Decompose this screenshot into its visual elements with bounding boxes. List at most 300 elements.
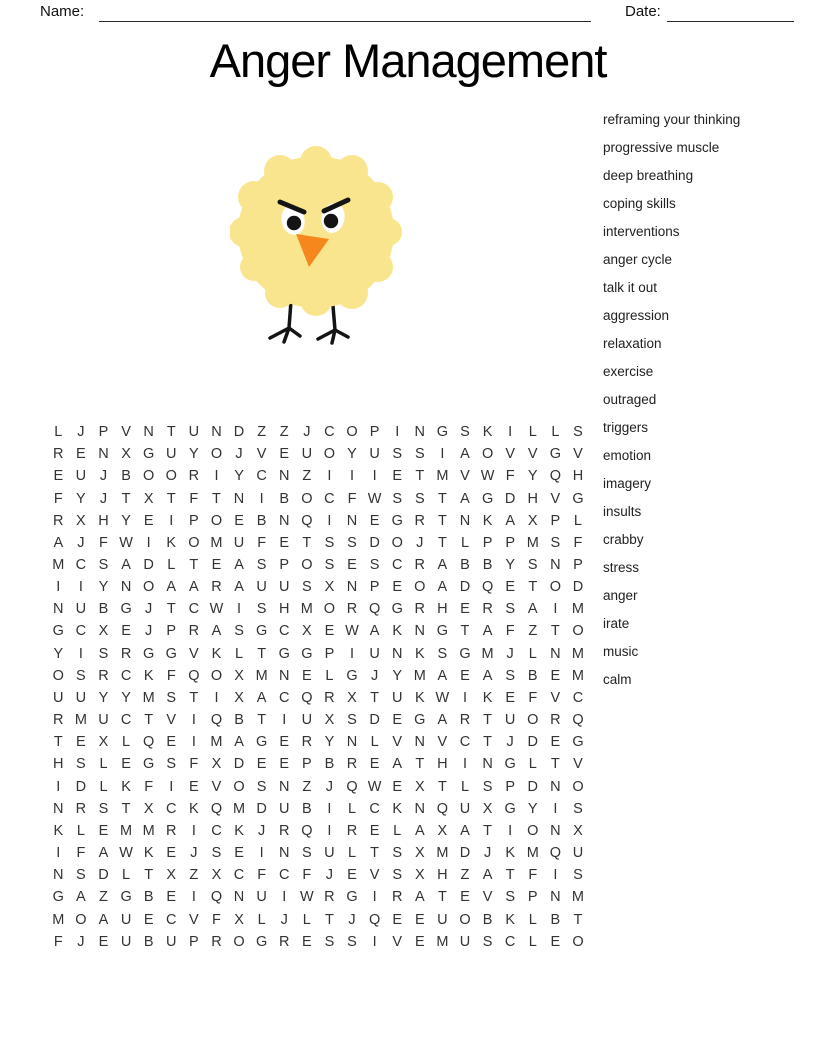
word-list-item: coping skills xyxy=(603,196,676,211)
name-field-line xyxy=(99,4,591,22)
grid-letter: T xyxy=(257,712,267,729)
grid-letter: T xyxy=(550,623,560,640)
grid-letter: P xyxy=(573,557,583,574)
grid-letter: E xyxy=(505,689,515,706)
grid-letter: O xyxy=(210,512,223,529)
grid-letter: I xyxy=(214,689,219,706)
grid-letter: G xyxy=(143,645,155,662)
grid-letter: I xyxy=(191,889,196,906)
grid-letter: M xyxy=(52,911,65,928)
grid-letter: L xyxy=(551,424,560,441)
grid-letter: R xyxy=(188,468,200,485)
grid-letter: C xyxy=(75,623,87,640)
grid-letter: X xyxy=(414,778,425,795)
grid-letter: L xyxy=(528,756,537,773)
grid-letter: S xyxy=(347,712,357,729)
grid-letter: J xyxy=(325,778,334,795)
grid-letter: L xyxy=(99,756,108,773)
grid-letter: Y xyxy=(189,446,199,463)
grid-letter: T xyxy=(437,490,447,507)
grid-letter: O xyxy=(346,424,358,441)
grid-letter: O xyxy=(527,712,539,729)
grid-letter: U xyxy=(75,689,87,706)
grid-letter: S xyxy=(76,867,86,884)
chick-left-pupil xyxy=(287,216,301,230)
grid-letter: R xyxy=(166,822,177,839)
grid-letter: Y xyxy=(234,468,244,485)
grid-letter: G xyxy=(52,889,64,906)
grid-letter: B xyxy=(98,601,109,618)
grid-letter: F xyxy=(53,933,63,950)
grid-letter: O xyxy=(527,822,539,839)
grid-letter: Y xyxy=(505,557,515,574)
grid-letter: A xyxy=(482,623,493,640)
grid-letter: A xyxy=(482,867,493,884)
grid-letter: T xyxy=(166,424,176,441)
grid-letter: N xyxy=(550,822,561,839)
grid-letter: V xyxy=(573,446,583,463)
grid-letter: J xyxy=(99,490,108,507)
grid-letter: P xyxy=(189,933,199,950)
grid-letter: I xyxy=(372,468,377,485)
word-list-item: progressive muscle xyxy=(603,140,720,155)
grid-letter: W xyxy=(119,845,133,862)
grid-letter: J xyxy=(416,534,424,551)
grid-letter: L xyxy=(528,933,537,950)
grid-letter: A xyxy=(234,579,244,596)
grid-letter: I xyxy=(553,601,558,618)
grid-letter: K xyxy=(482,689,493,706)
grid-letter: I xyxy=(462,689,467,706)
grid-letter: T xyxy=(437,534,447,551)
grid-letter: N xyxy=(53,601,64,618)
grid-letter: Q xyxy=(143,734,155,751)
grid-letter: E xyxy=(256,756,267,773)
grid-letter: M xyxy=(120,822,133,839)
grid-letter: L xyxy=(235,645,244,662)
grid-letter: I xyxy=(327,468,332,485)
grid-letter: J xyxy=(77,534,85,551)
grid-letter: E xyxy=(505,579,515,596)
grid-letter: P xyxy=(505,778,515,795)
grid-letter: M xyxy=(210,534,223,551)
grid-letter: A xyxy=(98,911,109,928)
grid-letter: Q xyxy=(188,667,200,684)
grid-letter: P xyxy=(527,889,538,906)
grid-letter: E xyxy=(460,667,470,684)
grid-letter: I xyxy=(56,579,61,596)
grid-letter: E xyxy=(392,712,403,729)
grid-letter: C xyxy=(391,557,403,574)
grid-letter: U xyxy=(98,712,109,729)
grid-letter: P xyxy=(98,424,109,441)
grid-letter: B xyxy=(460,557,470,574)
grid-letter: O xyxy=(143,468,155,485)
grid-letter: O xyxy=(52,667,64,684)
grid-letter: J xyxy=(325,867,334,884)
grid-letter: V xyxy=(527,446,538,463)
grid-letter: C xyxy=(75,557,87,574)
grid-letter: N xyxy=(414,623,426,640)
grid-letter: N xyxy=(550,645,561,662)
word-list-item: calm xyxy=(603,672,632,687)
grid-letter: N xyxy=(550,889,561,906)
grid-letter: I xyxy=(237,601,242,618)
grid-letter: F xyxy=(505,468,515,485)
grid-letter: J xyxy=(506,645,514,662)
grid-letter: C xyxy=(369,800,380,817)
grid-letter: A xyxy=(189,579,199,596)
grid-letter: W xyxy=(119,534,133,551)
grid-letter: S xyxy=(460,424,470,441)
grid-letter: E xyxy=(143,512,154,529)
grid-letter: N xyxy=(346,579,358,596)
grid-letter: K xyxy=(166,534,177,551)
grid-letter: N xyxy=(278,778,290,795)
grid-letter: Q xyxy=(210,800,223,817)
grid-letter: W xyxy=(367,490,382,507)
grid-letter: V xyxy=(189,645,199,662)
grid-letter: R xyxy=(120,645,132,662)
grid-letter: J xyxy=(190,845,198,862)
grid-letter: O xyxy=(233,933,245,950)
grid-letter: K xyxy=(392,800,403,817)
grid-letter: O xyxy=(323,601,336,618)
grid-letter: N xyxy=(550,557,561,574)
word-list-item: talk it out xyxy=(603,280,658,295)
grid-letter: T xyxy=(144,867,154,884)
grid-letter: S xyxy=(482,778,493,795)
grid-letter: H xyxy=(98,512,109,529)
grid-letter: S xyxy=(76,756,86,773)
grid-letter: X xyxy=(301,623,312,640)
grid-letter: V xyxy=(369,867,380,884)
grid-letter: Z xyxy=(528,623,538,640)
grid-letter: M xyxy=(210,734,223,751)
grid-letter: L xyxy=(302,911,311,928)
grid-letter: I xyxy=(327,800,332,817)
grid-letter: F xyxy=(257,534,267,551)
grid-letter: T xyxy=(189,557,199,574)
grid-letter: N xyxy=(482,756,493,773)
grid-letter: J xyxy=(303,424,311,441)
grid-letter: I xyxy=(169,778,174,795)
grid-letter: U xyxy=(278,579,290,596)
grid-letter: A xyxy=(460,822,470,839)
grid-letter: G xyxy=(414,712,426,729)
grid-letter: U xyxy=(369,446,380,463)
grid-letter: O xyxy=(572,623,584,640)
grid-letter: I xyxy=(327,822,332,839)
grid-letter: Z xyxy=(257,424,267,441)
grid-letter: E xyxy=(166,734,177,751)
grid-letter: G xyxy=(504,800,516,817)
grid-letter: S xyxy=(166,689,177,706)
grid-letter: J xyxy=(280,911,288,928)
grid-letter: F xyxy=(189,756,199,773)
grid-letter: F xyxy=(76,845,86,862)
word-list-item: emotion xyxy=(603,448,652,463)
grid-letter: I xyxy=(191,734,196,751)
grid-letter: R xyxy=(53,512,64,529)
grid-letter: C xyxy=(278,623,290,640)
grid-letter: P xyxy=(279,557,290,574)
grid-letter: T xyxy=(460,623,470,640)
grid-letter: E xyxy=(301,667,312,684)
grid-letter: K xyxy=(482,512,493,529)
grid-letter: O xyxy=(165,468,177,485)
grid-letter: N xyxy=(211,424,222,441)
grid-letter: P xyxy=(550,512,561,529)
grid-letter: I xyxy=(282,889,287,906)
date-label: Date: xyxy=(625,3,661,20)
grid-letter: I xyxy=(191,712,196,729)
grid-letter: T xyxy=(437,512,447,529)
date-field-line xyxy=(667,4,794,22)
grid-letter: E xyxy=(550,667,561,684)
grid-letter: S xyxy=(414,490,425,507)
grid-letter: V xyxy=(482,889,493,906)
grid-letter: T xyxy=(573,911,583,928)
grid-letter: C xyxy=(278,867,290,884)
grid-letter: Y xyxy=(324,734,335,751)
grid-letter: R xyxy=(301,734,313,751)
grid-letter: J xyxy=(370,667,379,684)
grid-letter: X xyxy=(234,911,244,928)
grid-letter: E xyxy=(121,756,131,773)
grid-letter: E xyxy=(392,911,403,928)
word-list-item: stress xyxy=(603,560,640,575)
grid-letter: R xyxy=(482,601,493,618)
grid-letter: O xyxy=(143,579,155,596)
grid-letter: S xyxy=(437,645,448,662)
grid-letter: B xyxy=(143,889,154,906)
grid-letter: R xyxy=(278,933,290,950)
grid-letter: K xyxy=(234,822,244,839)
grid-letter: S xyxy=(482,933,493,950)
grid-letter: A xyxy=(460,490,470,507)
grid-letter: T xyxy=(121,490,131,507)
grid-letter: I xyxy=(350,468,355,485)
grid-letter: N xyxy=(120,579,132,596)
grid-letter: T xyxy=(257,645,267,662)
grid-letter: D xyxy=(369,534,380,551)
grid-letter: I xyxy=(372,933,377,950)
grid-letter: Y xyxy=(98,689,109,706)
grid-letter: R xyxy=(53,446,64,463)
word-list-item: irate xyxy=(603,616,630,631)
grid-letter: R xyxy=(98,667,109,684)
grid-letter: Q xyxy=(549,845,561,862)
grid-letter: S xyxy=(414,446,425,463)
grid-letter: Z xyxy=(302,778,312,795)
grid-letter: B xyxy=(550,911,561,928)
grid-letter: T xyxy=(415,468,425,485)
grid-letter: U xyxy=(233,534,245,551)
grid-letter: L xyxy=(347,845,357,862)
word-list-item: triggers xyxy=(603,420,649,435)
grid-letter: A xyxy=(437,579,448,596)
word-list-item: relaxation xyxy=(603,336,662,351)
grid-letter: B xyxy=(482,911,493,928)
grid-letter: T xyxy=(324,911,334,928)
grid-letter: I xyxy=(462,756,467,773)
grid-letter: N xyxy=(53,867,64,884)
grid-letter: M xyxy=(436,933,449,950)
word-list-item: deep breathing xyxy=(603,168,694,183)
grid-letter: R xyxy=(211,579,222,596)
grid-letter: U xyxy=(278,800,290,817)
grid-letter: S xyxy=(392,446,403,463)
grid-letter: E xyxy=(166,845,177,862)
grid-letter: F xyxy=(347,490,357,507)
grid-letter: C xyxy=(188,601,200,618)
grid-letter: Z xyxy=(279,424,289,441)
grid-letter: O xyxy=(188,534,200,551)
grid-letter: K xyxy=(189,800,199,817)
grid-letter: K xyxy=(121,778,131,795)
grid-letter: A xyxy=(392,756,403,773)
grid-letter: L xyxy=(347,800,357,817)
grid-letter: L xyxy=(99,778,108,795)
grid-letter: V xyxy=(550,490,561,507)
grid-letter: M xyxy=(526,534,539,551)
grid-letter: U xyxy=(75,468,87,485)
grid-letter: E xyxy=(279,756,290,773)
grid-letter: O xyxy=(481,446,494,463)
grid-letter: A xyxy=(53,534,64,551)
grid-letter: G xyxy=(256,623,268,640)
grid-letter: O xyxy=(549,579,561,596)
grid-letter: A xyxy=(166,579,177,596)
grid-letter: A xyxy=(234,734,244,751)
chick-body xyxy=(230,146,402,316)
grid-letter: E xyxy=(76,446,86,463)
grid-letter: X xyxy=(234,689,244,706)
word-list-item: reframing your thinking xyxy=(603,112,741,127)
grid-letter: Y xyxy=(121,512,131,529)
grid-letter: F xyxy=(53,490,63,507)
grid-letter: L xyxy=(393,822,402,839)
grid-letter: G xyxy=(572,490,584,507)
grid-letter: M xyxy=(142,822,155,839)
grid-letter: N xyxy=(414,734,426,751)
grid-letter: A xyxy=(234,557,244,574)
grid-letter: U xyxy=(188,424,200,441)
grid-letter: G xyxy=(504,756,516,773)
grid-letter: X xyxy=(211,867,222,884)
word-list-item: anger cycle xyxy=(603,252,673,267)
grid-letter: G xyxy=(143,756,155,773)
grid-letter: A xyxy=(98,845,109,862)
grid-letter: A xyxy=(414,889,425,906)
grid-letter: G xyxy=(481,490,494,507)
grid-letter: K xyxy=(505,911,515,928)
grid-letter: P xyxy=(166,623,177,640)
word-list-item: music xyxy=(603,644,639,659)
grid-letter: S xyxy=(573,800,583,817)
grid-letter: T xyxy=(166,601,176,618)
grid-letter: Z xyxy=(99,889,108,906)
grid-letter: O xyxy=(301,557,313,574)
grid-letter: K xyxy=(211,645,222,662)
grid-letter: L xyxy=(573,512,582,529)
grid-letter: Q xyxy=(368,601,381,618)
grid-letter: X xyxy=(437,822,448,839)
grid-letter: S xyxy=(347,933,357,950)
grid-letter: V xyxy=(392,734,403,751)
grid-letter: Y xyxy=(76,490,86,507)
grid-letter: M xyxy=(255,667,268,684)
grid-letter: S xyxy=(392,867,403,884)
grid-letter: A xyxy=(437,712,448,729)
grid-letter: E xyxy=(279,534,290,551)
word-list-item: interventions xyxy=(603,224,680,239)
grid-letter: M xyxy=(436,468,449,485)
grid-letter: C xyxy=(278,689,290,706)
grid-letter: N xyxy=(346,512,358,529)
grid-letter: Y xyxy=(527,468,538,485)
grid-letter: X xyxy=(76,512,86,529)
grid-letter: T xyxy=(370,689,380,706)
grid-letter: T xyxy=(437,778,447,795)
word-list-item: outraged xyxy=(603,392,657,407)
grid-letter: B xyxy=(527,667,538,684)
grid-letter: V xyxy=(550,689,561,706)
grid-letter: M xyxy=(300,601,313,618)
grid-letter: G xyxy=(143,446,155,463)
grid-letter: D xyxy=(369,712,380,729)
grid-letter: I xyxy=(259,490,264,507)
grid-letter: L xyxy=(528,911,537,928)
grid-letter: X xyxy=(143,490,154,507)
angry-chick-icon xyxy=(230,146,402,352)
grid-letter: C xyxy=(504,933,516,950)
grid-letter: R xyxy=(346,756,358,773)
grid-letter: Q xyxy=(301,689,313,706)
grid-letter: U xyxy=(572,845,584,862)
grid-letter: I xyxy=(508,822,513,839)
grid-letter: Q xyxy=(210,712,223,729)
grid-letter: D xyxy=(527,734,538,751)
grid-letter: O xyxy=(323,446,336,463)
grid-letter: E xyxy=(392,778,403,795)
word-list-item: crabby xyxy=(603,532,644,547)
grid-letter: L xyxy=(460,778,470,795)
grid-letter: A xyxy=(527,601,538,618)
grid-letter: J xyxy=(258,822,266,839)
grid-letter: L xyxy=(370,734,379,751)
grid-letter: I xyxy=(440,446,445,463)
grid-letter: V xyxy=(121,424,131,441)
grid-letter: L xyxy=(122,734,131,751)
grid-letter: R xyxy=(346,822,358,839)
grid-letter: I xyxy=(78,579,83,596)
grid-letter: S xyxy=(324,933,335,950)
grid-letter: Q xyxy=(301,822,313,839)
grid-letter: U xyxy=(504,712,516,729)
grid-letter: E xyxy=(369,756,380,773)
grid-letter: G xyxy=(256,734,268,751)
grid-letter: I xyxy=(56,845,61,862)
grid-letter: E xyxy=(166,889,177,906)
grid-letter: W xyxy=(367,778,382,795)
grid-letter: T xyxy=(437,889,447,906)
grid-letter: V xyxy=(573,756,583,773)
grid-letter: O xyxy=(414,579,426,596)
grid-letter: D xyxy=(75,778,87,795)
grid-letter: X xyxy=(414,867,425,884)
